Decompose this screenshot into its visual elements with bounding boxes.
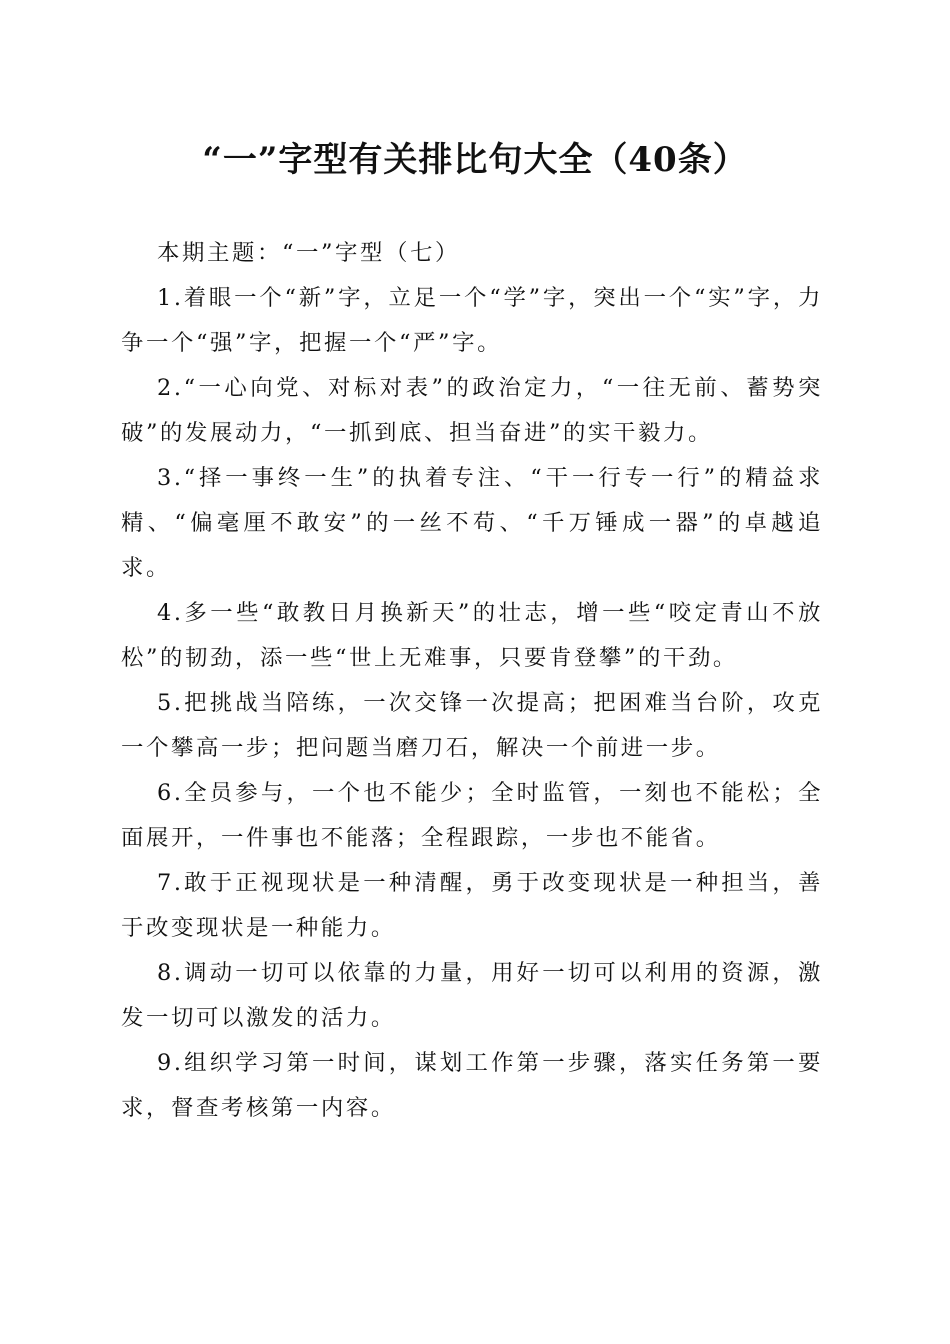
list-item: 5.把挑战当陪练，一次交锋一次提高；把困难当台阶，攻克一个攀高一步；把问题当磨刀石，解决一个前进一步。 [121,690,823,761]
theme-line: 本期主题：“一”字型（七） [157,240,460,266]
list-item: 6.全员参与，一个也不能少；全时监管，一刻也不能松；全面展开，一件事也不能落；全程跟踪，一步也不能省。 [121,780,823,851]
list-item: 7.敢于正视现状是一种清醒，勇于改变现状是一种担当，善于改变现状是一种能力。 [121,870,823,941]
list-item: 8.调动一切可以依靠的力量，用好一切可以利用的资源，激发一切可以激发的活力。 [121,960,823,1031]
list-item: 3.“择一事终一生”的执着专注、“干一行专一行”的精益求精、“偏毫厘不敢安”的一丝不苟、“千万锤成一器”的卓越追求。 [121,465,823,581]
document-body [121,231,823,1131]
list-item: 4.多一些“敢教日月换新天”的壮志，增一些“咬定青山不放松”的韧劲，添一些“世上无难事，只要肯登攀”的干劲。 [121,600,823,671]
list-item: 2.“一心向党、对标对表”的政治定力，“一往无前、蓄势突破”的发展动力，“一抓到底、担当奋进”的实干毅力。 [121,375,823,446]
list-item: 1.着眼一个“新”字，立足一个“学”字，突出一个“实”字，力争一个“强”字，把握一个“严”字。 [121,285,823,356]
list-item: 9.组织学习第一时间，谋划工作第一步骤，落实任务第一要求，督查考核第一内容。 [121,1050,823,1121]
document-title: “一”字型有关排比句大全（40条） [202,140,748,180]
